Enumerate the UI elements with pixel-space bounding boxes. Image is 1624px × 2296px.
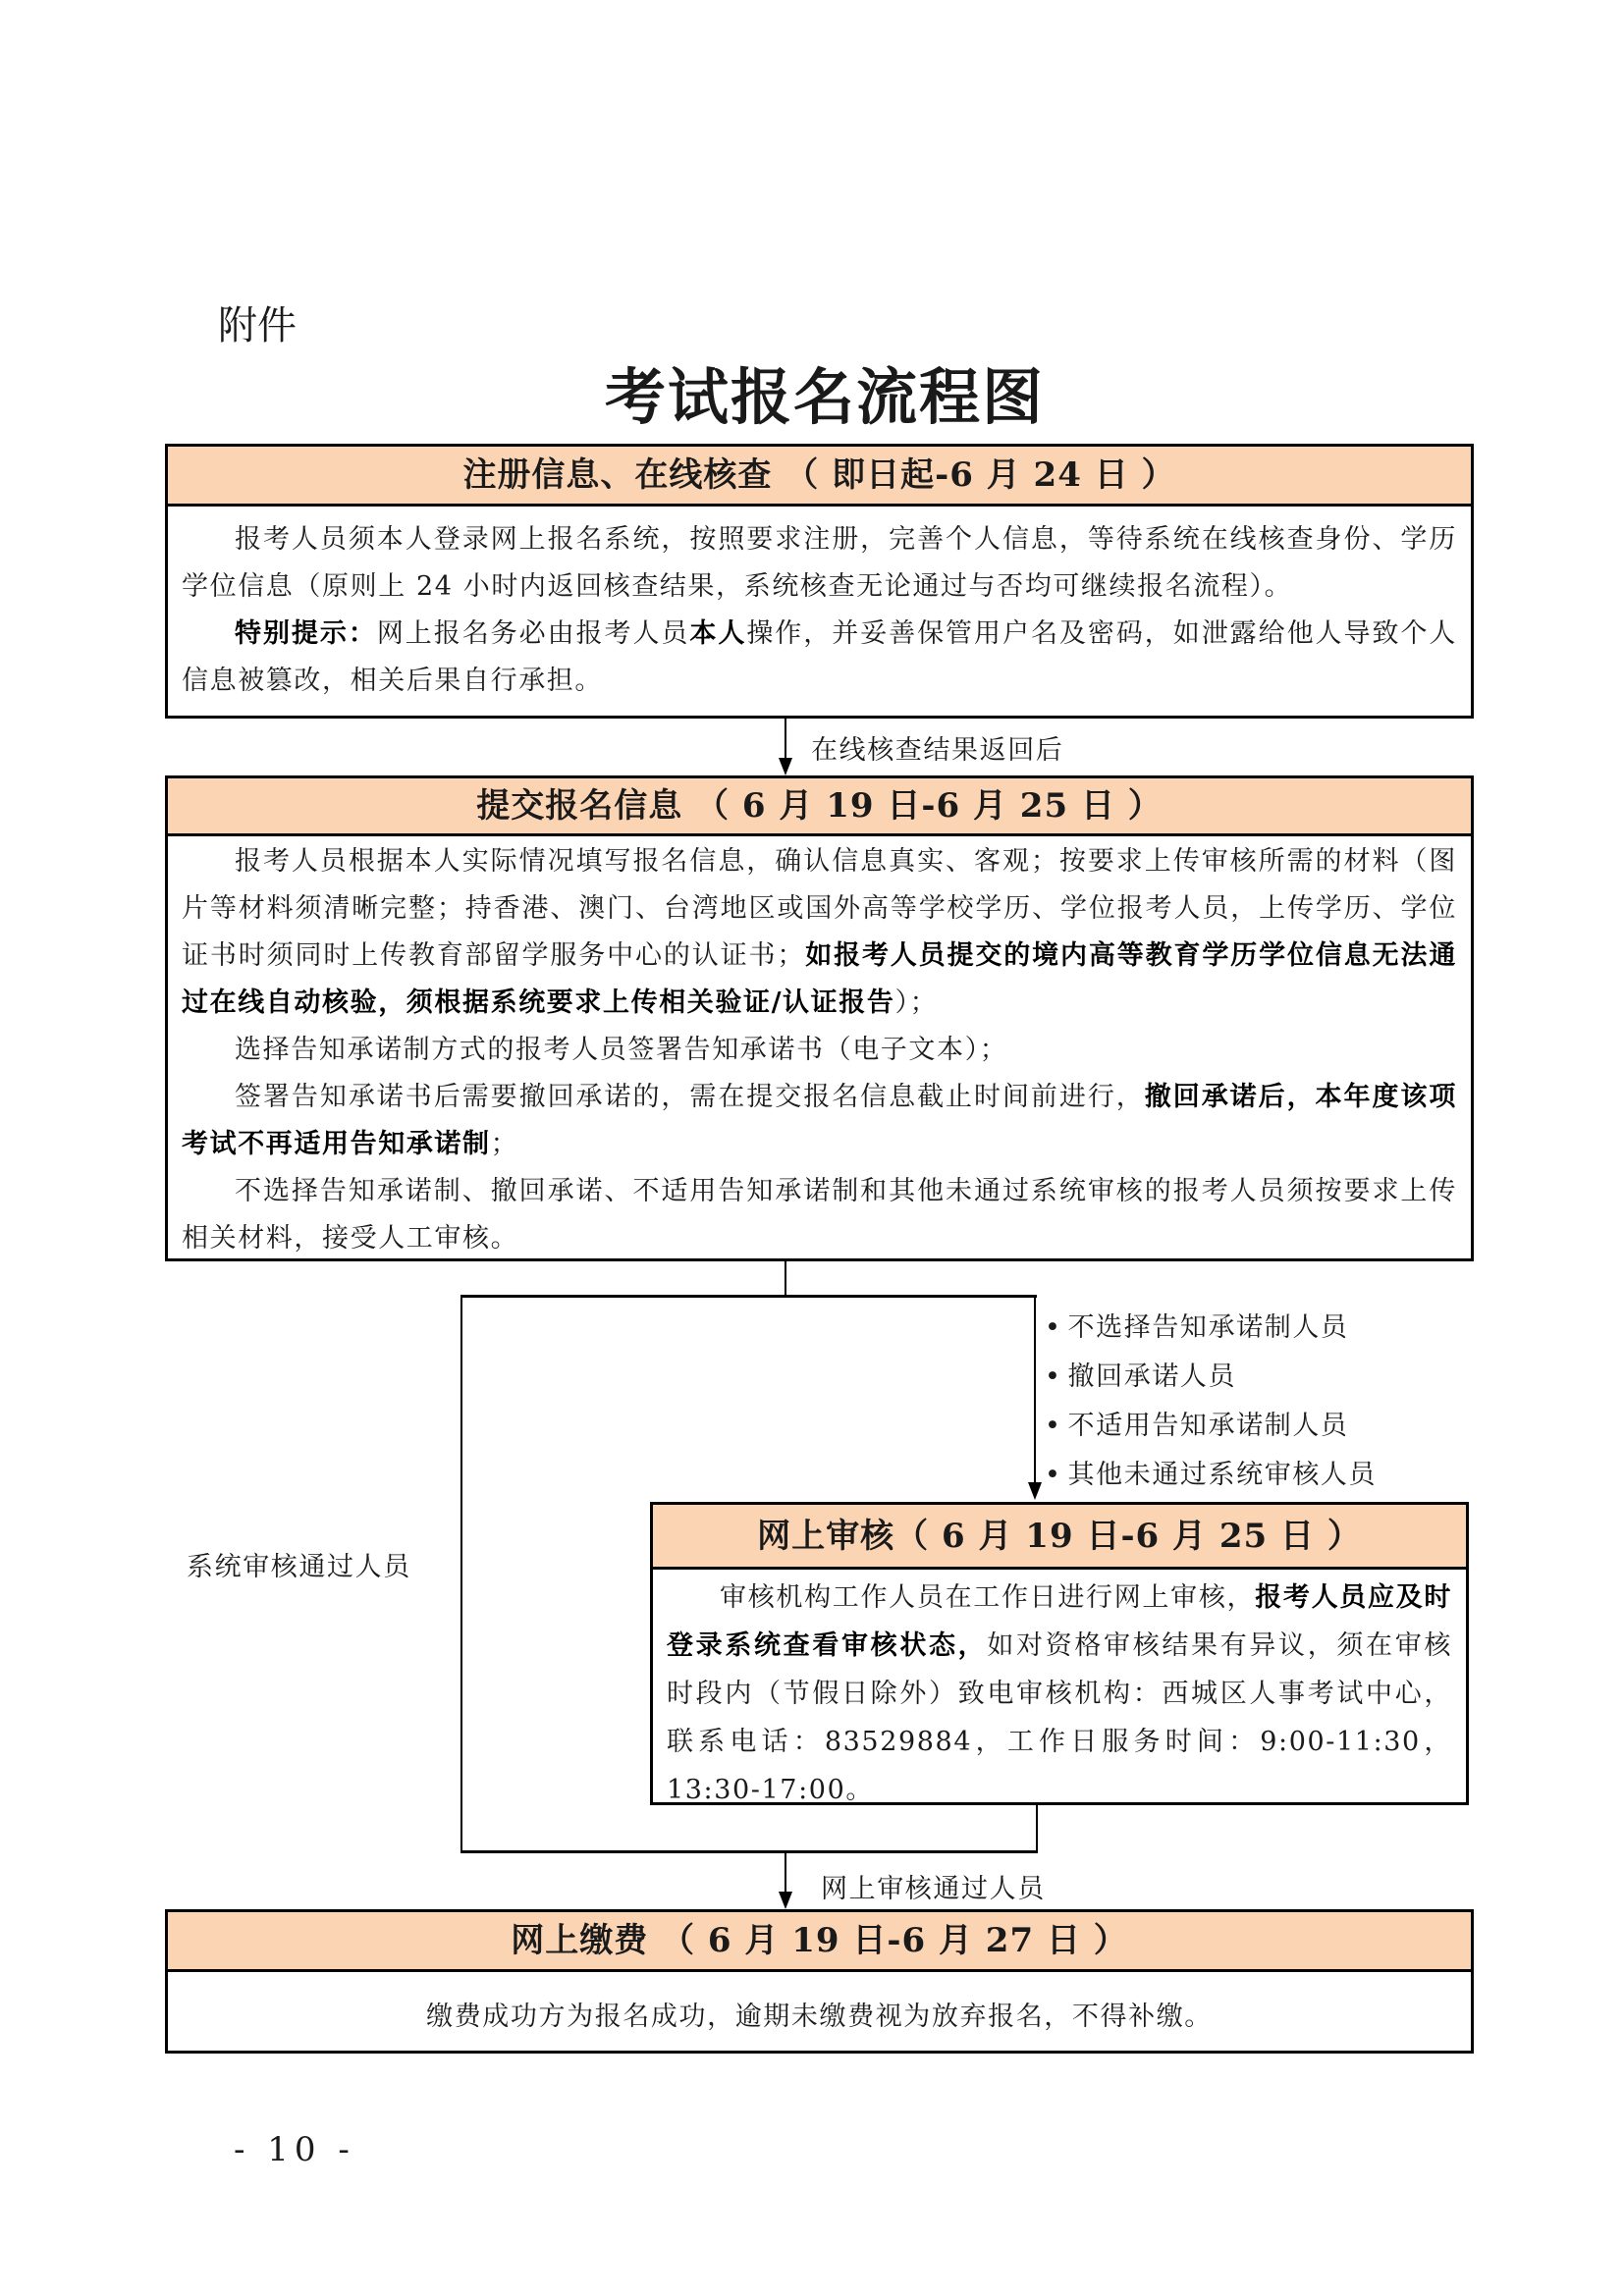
emphasis-text: 特别提示：: [235, 618, 377, 649]
emphasis-text: 报考人员应及时登录系统查看审核状态，: [667, 1582, 1452, 1661]
body-text: 报考人员须本人登录网上报名系统，按照要求注册，完善个人信息，等待系统在线核查身份、学历学位信息（原则上 24 小时内返回核查结果，系统核查无论通过与否均可继续报名流程）。: [182, 524, 1457, 602]
connector-line: [460, 1295, 1037, 1298]
step-online-review: [650, 1502, 1469, 1805]
step-paragraph: [182, 1027, 1457, 1074]
arrow-down-icon: [1028, 1482, 1042, 1500]
step-paragraph: [182, 1982, 1457, 2041]
bullet-item: • 撤回承诺人员: [1045, 1355, 1236, 1393]
step-title: 注册信息、在线核查 （ 即日起-6 月 24 日 ）: [168, 447, 1471, 507]
body-text: 报考人员根据本人实际情况填写报名信息，确认信息真实、客观；按要求上传审核所需的材料（图片等材料须清晰完整；持香港、澳门、台湾地区或国外高等学校学历、学位报考人员，上传学历、学位证书时须同时上传教育部留学服务中心的认证书；: [182, 846, 1457, 971]
step-paragraph: [182, 838, 1457, 1027]
step-title: 网上缴费 （ 6 月 19 日-6 月 27 日 ）: [168, 1912, 1471, 1972]
step-paragraph: [182, 1074, 1457, 1168]
step-paragraph: [182, 1168, 1457, 1262]
body-text: 不选择告知承诺制、撤回承诺、不适用告知承诺制和其他未通过系统审核的报考人员须按要求上传相关材料，接受人工审核。: [182, 1176, 1457, 1254]
attachment-label: 附件: [218, 303, 297, 348]
arrow-down-icon: [779, 1892, 792, 1909]
step-paragraph: [182, 611, 1457, 705]
bullet-item: • 不适用告知承诺制人员: [1045, 1404, 1349, 1442]
connector-label-system-passed: 系统审核通过人员: [187, 1552, 411, 1582]
emphasis-text: 如报考人员提交的境内高等教育学历学位信息无法通过在线自动核验，须根据系统要求上传相关验证/认证报告: [182, 940, 1457, 1018]
step-register-verify: [165, 444, 1474, 719]
step-body: [168, 1972, 1471, 2041]
connector-line: [785, 719, 786, 760]
body-text: ）；: [894, 988, 939, 1018]
step-submit-info: [165, 775, 1474, 1261]
emphasis-text: 本人: [689, 618, 747, 649]
connector-line: [460, 1850, 1038, 1853]
body-text: 操作，并妥善保管用户名及密码，如泄露给他人导致个人信息被篡改，相关后果自行承担。: [182, 618, 1458, 696]
body-text: ；: [490, 1129, 519, 1159]
connector-line-system-passed: [460, 1295, 462, 1852]
body-text: 如对资格审核结果有异议，须在审核时段内（节假日除外）致电审核机构：西城区人事考试中心，联系电话：83529884，工作日服务时间：9:00-11:30，13:30-17:00。: [667, 1630, 1452, 1805]
connector-label-review-passed: 网上审核通过人员: [821, 1874, 1046, 1904]
step-body: [653, 1570, 1466, 1814]
connector-line: [785, 1852, 786, 1894]
bullet-item: • 其他未通过系统审核人员: [1045, 1453, 1377, 1491]
page-title: 考试报名流程图: [604, 361, 1045, 433]
step-body: [168, 836, 1471, 1262]
step-title: 提交报名信息 （ 6 月 19 日-6 月 25 日 ）: [168, 778, 1471, 836]
body-text: 选择告知承诺制方式的报考人员签署告知承诺书（电子文本）；: [235, 1035, 1008, 1065]
connector-line: [1036, 1805, 1038, 1852]
step-paragraph: [182, 516, 1457, 611]
connector-label-after-verify: 在线核查结果返回后: [811, 735, 1064, 766]
step-paragraph: [667, 1574, 1452, 1814]
step-title: 网上审核（ 6 月 19 日-6 月 25 日 ）: [653, 1505, 1466, 1570]
step-body: [168, 507, 1471, 705]
body-text: 审核机构工作人员在工作日进行网上审核，: [720, 1582, 1256, 1613]
connector-line: [785, 1261, 786, 1297]
step-online-payment: [165, 1909, 1474, 2054]
arrow-down-icon: [779, 758, 792, 775]
emphasis-text: 撤回承诺后，本年度该项考试不再适用告知承诺制: [182, 1082, 1457, 1159]
body-text: 网上报名务必由报考人员: [376, 618, 690, 649]
page-number: - 10 -: [234, 2130, 355, 2169]
body-text: 缴费成功方为报名成功，逾期未缴费视为放弃报名，不得补缴。: [426, 2002, 1213, 2032]
bullet-item: • 不选择告知承诺制人员: [1045, 1306, 1349, 1344]
connector-line-manual-review: [1034, 1295, 1036, 1485]
body-text: 签署告知承诺书后需要撤回承诺的，需在提交报名信息截止时间前进行，: [235, 1082, 1145, 1112]
